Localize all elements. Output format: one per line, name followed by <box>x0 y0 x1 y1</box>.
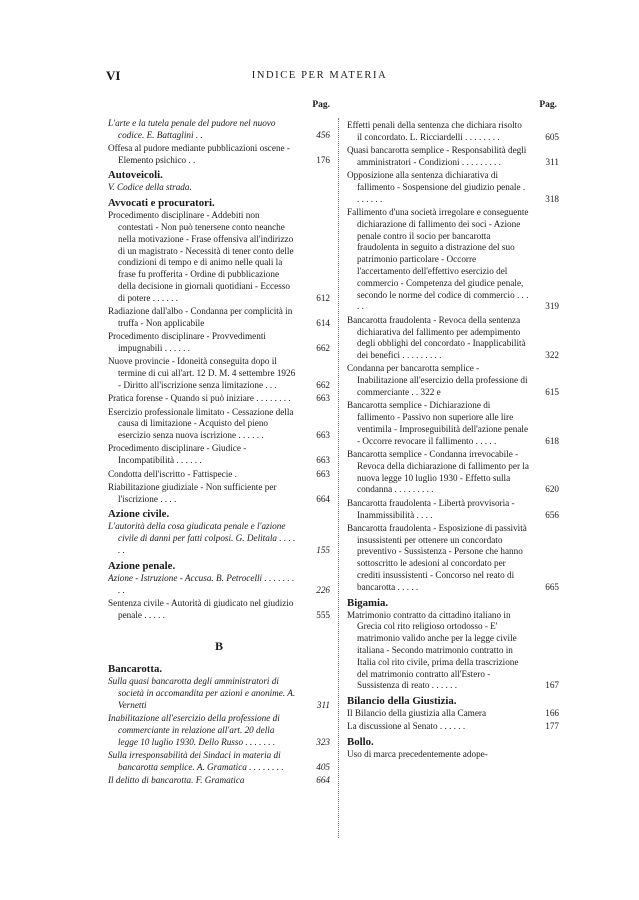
entry-text: Matrimonio contratto da cittadino italiano in Grecia col rito religioso ortodosso - E' matrimonio valido anche per la legge civile italiana - Secondo matrimonio contratto in Italia col rito civile, prima della trascrizione del matrimonio contratto all'Estero - Sussistenza di reato . . . . . . <box>347 609 519 691</box>
index-entry <box>108 393 330 405</box>
page-ref: 311 <box>316 699 330 710</box>
index-entry <box>347 522 559 594</box>
index-entry <box>108 775 330 787</box>
page-ref: 663 <box>316 455 330 466</box>
index-entry <box>108 118 330 142</box>
entry-text: Riabilitazione giudiziale - Non sufficiente per l'iscrizione . . . . <box>108 481 277 504</box>
section-heading: Bancarotta. <box>108 663 163 676</box>
index-entry <box>108 143 330 167</box>
index-entry <box>347 400 559 447</box>
running-title: INDICE PER MATERIA <box>251 70 388 81</box>
page-ref: 614 <box>316 317 330 328</box>
entry-text: V. Codice della strada. <box>108 182 192 193</box>
entry-text: L'arte e la tutela penale del pudore nel nuovo codice. E. Battaglini . . <box>108 117 276 140</box>
index-entry <box>108 182 330 194</box>
entry-text: Procedimento disciplinare - Addebiti non contestati - Non può tenersene conto neanche nella motivazione - Frase offensiva all'indirizzo di un magistrato - Necessità di tener conto delle condizioni di tempo e di animo nelle quali la frase fu profferita - Ordine di pubblicazione della decisione in giornali quotidiani - Eccesso di potere . . . . . . <box>108 210 294 303</box>
index-entry <box>347 721 559 733</box>
index-entry <box>108 598 330 622</box>
pag-label-right: Pag. <box>539 100 557 110</box>
section-heading: Azione penale. <box>108 559 176 572</box>
left-column <box>108 100 330 788</box>
entry-text: Esercizio professionale limitato - Cessazione della causa di limitazione - Acquisto del pieno esercizio senza nuova iscrizione . . . . . . <box>108 406 294 441</box>
index-entry <box>347 170 559 205</box>
pag-label-left: Pag. <box>312 100 330 110</box>
page-ref: 665 <box>545 581 559 592</box>
page-ref: 605 <box>545 131 559 142</box>
entry-text: Procedimento disciplinare - Giudice - Incompatibilità . . . . . . <box>108 443 247 466</box>
index-entry <box>347 314 559 362</box>
right-column <box>347 100 559 763</box>
entry-text: Nuove provincie - Idoneità conseguita dopo il termine di cui all'art. 12 D. M. 4 settembre 1926 - Diritto all'iscrizione senza limitazione . . . <box>108 356 296 390</box>
entry-text: Sentenza civile - Autorità di giudicato nel giudizio penale . . . . . <box>108 597 294 620</box>
page-ref: 555 <box>316 609 330 620</box>
alphabet-letter: B <box>214 639 223 654</box>
page-ref: 322 <box>545 350 559 361</box>
index-entry <box>108 469 330 481</box>
entry-text: Condanna per bancarotta semplice - Inabilitazione all'esercizio della professione di commerciante . . 322 e <box>347 363 528 398</box>
index-entry <box>108 573 330 597</box>
entry-text: Bancarotta fraudolenta - Revoca della sentenza dichiarativa del fallimento per adempimento degli obblighi del concordato - Inapplicabilità dei benefici . . . . . . . . . <box>347 314 526 361</box>
section-heading: Bigamia. <box>347 596 389 609</box>
index-entry <box>108 407 330 442</box>
entry-text: Procedimento disciplinare - Provvedimenti impugnabili . . . . . . <box>108 331 266 354</box>
page-ref: 618 <box>545 435 559 446</box>
entry-text: L'autorità della cosa giudicata penale e l'azione civile di danni per fatti colposi. G. Delitala . . . . . . <box>108 521 296 555</box>
entry-text: Uso di marca precedentemente adope- <box>347 749 488 760</box>
page-ref: 323 <box>316 736 330 747</box>
page-ref: 662 <box>316 379 330 390</box>
entry-text: Effetti penali della sentenza che dichiara risolto il concordato. L. Ricciardelli . . . . . . . . <box>347 120 522 142</box>
entry-text: Sulla irresponsabilità dei Sindaci in materia di bancarotta semplice. A. Gramatica . . . . . . . . <box>108 750 284 772</box>
index-entry <box>347 363 559 398</box>
entry-text: Quasi bancarotta semplice - Responsabilità degli amministratori - Condizioni . . . . . . . . . <box>347 145 527 167</box>
page-ref: 612 <box>316 292 330 303</box>
page-ref: 662 <box>316 343 330 354</box>
page-ref: 663 <box>316 430 330 441</box>
page-ref: 456 <box>316 129 330 140</box>
page-ref: 319 <box>545 301 559 312</box>
index-entry <box>347 497 559 522</box>
page-ref: 177 <box>545 721 559 732</box>
entry-text: Il delitto di bancarotta. F. Gramatica <box>108 775 245 786</box>
index-entry <box>347 609 559 693</box>
index-entry <box>108 482 330 506</box>
entry-text: Fallimento d'una società irregolare e conseguente dichiarazione di fallimento dei soci - Azione penale contro il socio per bancarotta fraudolenta in seguito a distrazione del suo patrimonio particolare - Occorre l'accertamento dell'effettivo esercizio del commercio - Competenza del giudice penale, secondo le norme del codice di commercio . . . . . <box>347 207 529 312</box>
page-ref: 176 <box>316 154 330 165</box>
index-entry <box>347 207 559 313</box>
index-entry <box>347 749 537 761</box>
page-ref: 166 <box>545 708 559 719</box>
section-heading: Avvocati e procuratori. <box>108 197 215 210</box>
page-ref: 405 <box>316 761 330 772</box>
section-heading: Autoveicoli. <box>108 169 163 182</box>
page-ref: 318 <box>545 193 559 204</box>
section-heading: Bollo. <box>347 736 374 749</box>
entry-text: Radiazione dall'albo - Condanna per complicità in truffa - Non applicabile <box>108 306 293 328</box>
index-entry <box>108 306 330 330</box>
entry-text: Offesa al pudore mediante pubblicazioni oscene - Elemento psichico . . <box>108 142 290 165</box>
page-ref: 664 <box>316 493 330 504</box>
entry-text: Pratica forense - Quando si può iniziare . . . . . . . . <box>108 393 291 404</box>
entry-text: Condotta dell'iscritto - Fattispecie . <box>108 468 237 479</box>
index-entry <box>108 210 330 304</box>
index-entry <box>108 676 330 711</box>
page-ref: 226 <box>316 584 330 595</box>
entry-text: Bancarotta semplice - Condanna irrevocabile - Revoca della dichiarazione di fallimento per la nuova legge 10 luglio 1930 - Effetto sulla condanna . . . . . . . . . <box>347 449 529 495</box>
section-heading: Azione civile. <box>108 508 170 521</box>
index-entry <box>347 145 559 169</box>
entry-text: Inabilitazione all'esercizio della professione di commerciante in relazione all'art. 20 della legge 10 luglio 1930. Dello Russo . . . . . . . <box>108 713 280 747</box>
page-ref: 167 <box>545 680 559 691</box>
page-ref: 663 <box>316 393 330 404</box>
page-ref: 620 <box>545 484 559 495</box>
entry-text: Bancarotta semplice - Dichiarazione di fallimento - Passivo non superiore alle lire ventimila - Improseguibilità dell'azione penale - Occorre revocare il fallimento . . . . . <box>347 400 529 446</box>
entry-text: Bancarotta fraudolenta - Libertà provvisoria - Inammissibilità . . . . <box>347 497 515 520</box>
index-entry <box>108 750 330 774</box>
index-entry <box>108 443 330 467</box>
column-divider <box>338 118 340 838</box>
entry-text: Azione - Istruzione - Accusa. B. Petrocelli . . . . . . . . . <box>108 572 295 595</box>
entry-text: Sulla quasi bancarotta degli amministratori di società in accomandita per azioni e anonime. A. Vernetti <box>108 676 296 710</box>
page-ref: 663 <box>316 468 330 479</box>
page-ref: 155 <box>316 545 330 555</box>
entry-text: La discussione al Senato . . . . . . <box>347 721 466 732</box>
index-entry <box>108 713 330 748</box>
entry-text: Il Bilancio della giustizia alla Camera <box>347 708 487 719</box>
index-entry <box>347 708 559 720</box>
page-ref: 615 <box>545 387 559 398</box>
page-ref: 656 <box>545 509 559 520</box>
entry-text: Opposizione alla sentenza dichiarativa di fallimento - Sospensione del giudizio penale . . . . . . . <box>347 170 526 204</box>
section-heading: Bilancio della Giustizia. <box>347 695 457 708</box>
entry-text: Bancarotta fraudolenta - Esposizione di passività insussistenti per ottenere un concordato preventivo - Sussistenza - Persone che hanno sottoscritto le adesioni al concordato per crediti insussistenti - Concorso nel reato di bancarotta . . . . . <box>347 522 527 592</box>
index-entry <box>347 120 559 144</box>
index-entry <box>347 449 559 496</box>
page-number: VI <box>106 68 121 83</box>
page-ref: 311 <box>545 156 559 167</box>
index-entry <box>108 521 330 556</box>
page-ref: 664 <box>316 775 330 786</box>
index-entry <box>108 331 330 355</box>
index-entry <box>108 356 330 391</box>
